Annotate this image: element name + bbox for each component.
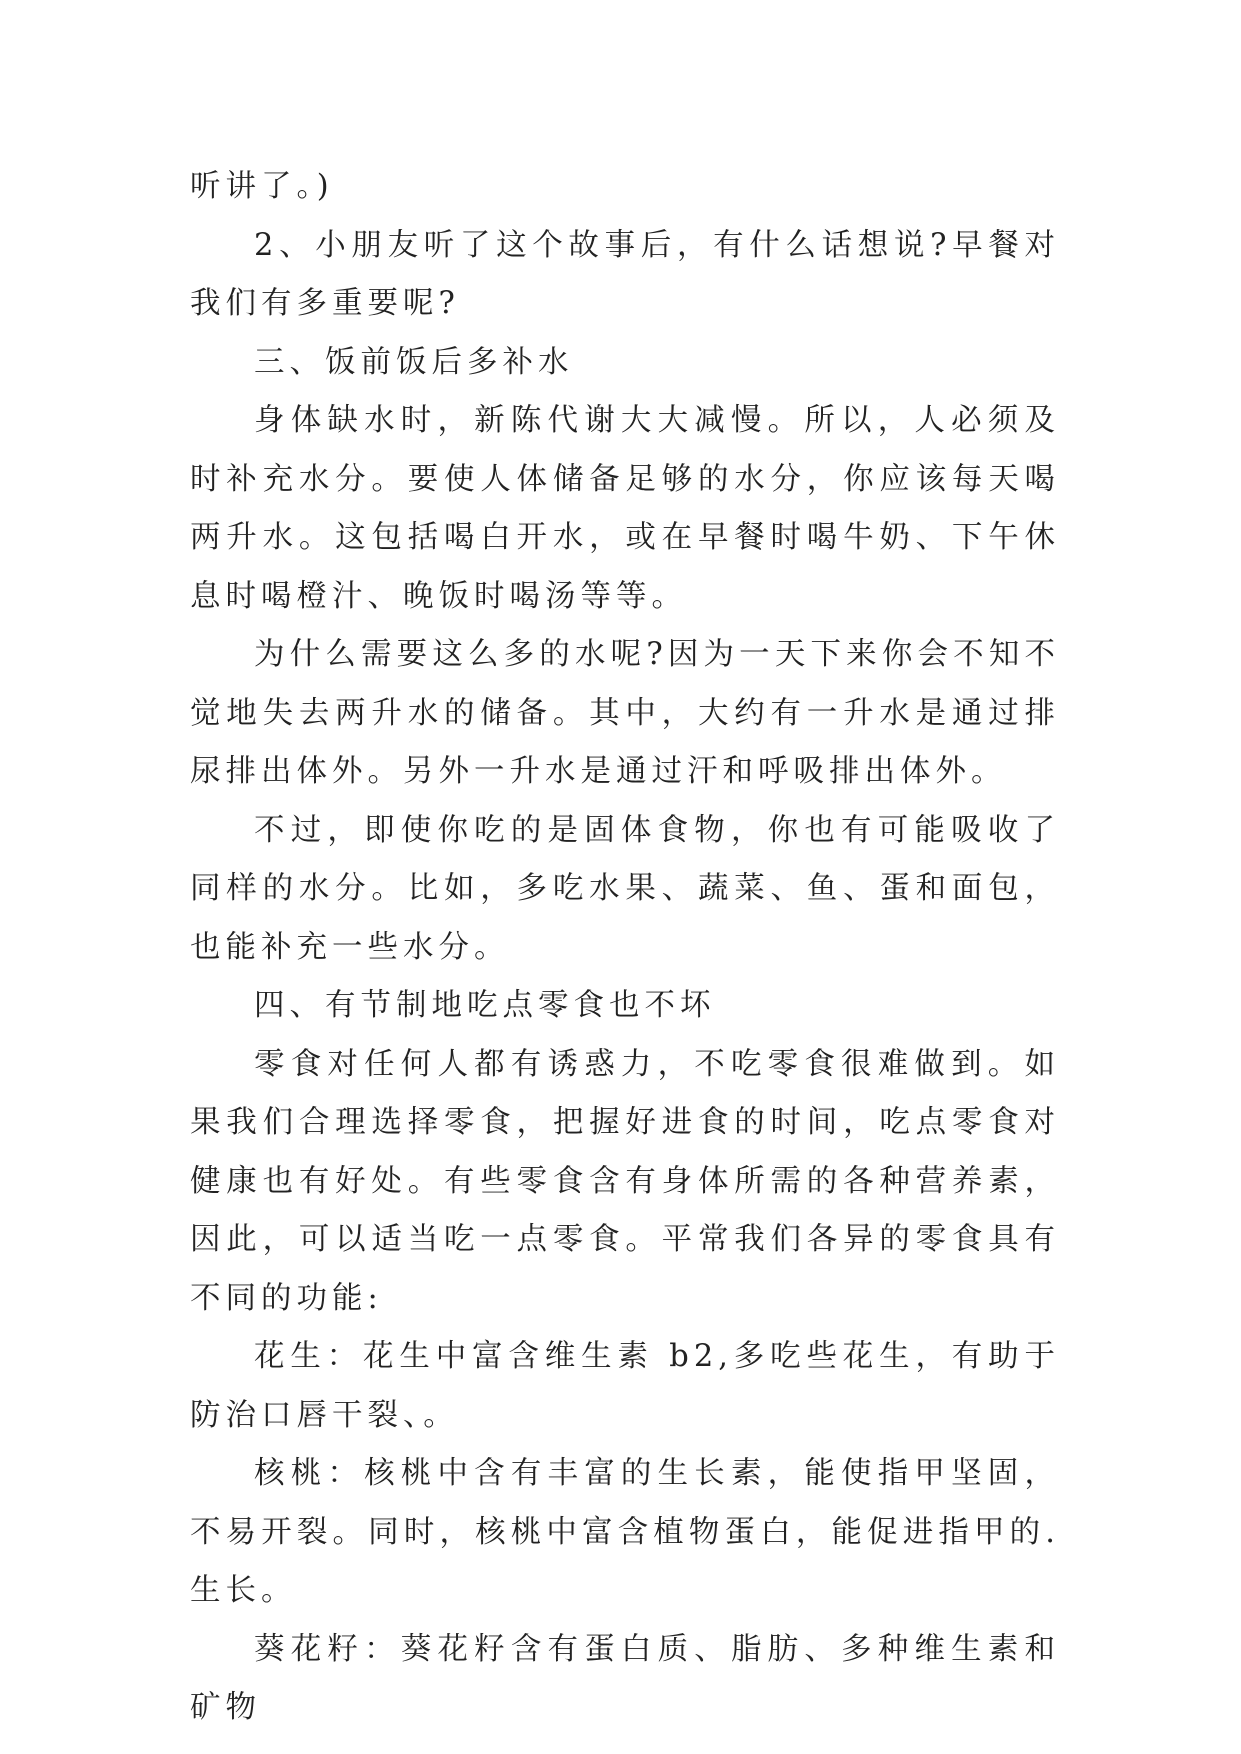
paragraph-why-water: 为什么需要这么多的水呢?因为一天下来你会不知不觉地失去两升水的储备。其中，大约有一升水是通过排尿排出体外。另外一升水是通过汗和呼吸排出体外。 [190,637,1060,789]
paragraph-snacks: 零食对任何人都有诱惑力，不吃零食很难做到。如果我们合理选择零食，把握好进食的时间，吃点零食对健康也有好处。有些零食含有身体所需的各种营养素，因此，可以适当吃一点零食。平常我们各异的零食具有不同的功能: [190,1046,1060,1316]
paragraph-peanut: 花生：花生中富含维生素 b2,多吃些花生，有助于防治口唇干裂、。 [190,1339,1060,1433]
paragraph-dehydration: 身体缺水时，新陈代谢大大减慢。所以，人必须及时补充水分。要使人体储备足够的水分，你应该每天喝两升水。这包括喝白开水，或在早餐时喝牛奶、下午休息时喝橙汁、晚饭时喝汤等等。 [190,403,1060,614]
paragraph-continuation: 听讲了。) [190,169,334,204]
document-body [190,158,1060,1738]
paragraph-solid-food-water: 不过，即使你吃的是固体食物，你也有可能吸收了同样的水分。比如，多吃水果、蔬菜、鱼、蛋和面包，也能补充一些水分。 [190,812,1060,965]
paragraph-sunflower-seed: 葵花籽：葵花籽含有蛋白质、脂肪、多种维生素和矿物 [190,1631,1060,1725]
section-heading-3: 三、饭前饭后多补水 [254,344,574,380]
section-heading-4: 四、有节制地吃点零食也不坏 [254,988,716,1023]
paragraph-question-2: 2、小朋友听了这个故事后，有什么话想说?早餐对我们有多重要呢? [190,227,1060,321]
paragraph-walnut: 核桃：核桃中含有丰富的生长素，能使指甲坚固，不易开裂。同时，核桃中富含植物蛋白，能促进指甲的.生长。 [190,1456,1060,1608]
